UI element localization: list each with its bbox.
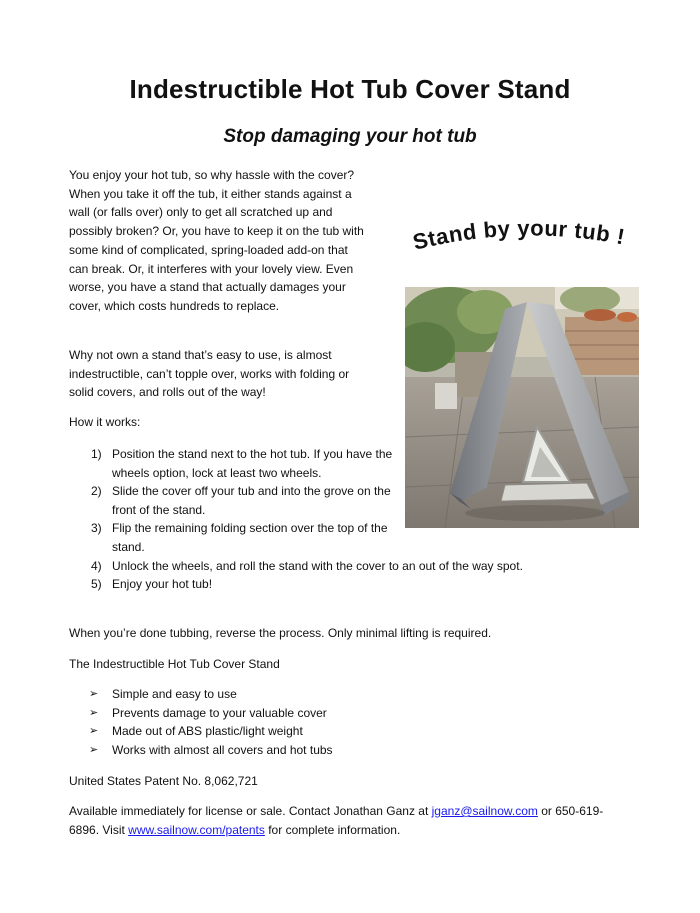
product-heading: The Indestructible Hot Tub Cover Stand — [69, 657, 280, 671]
website-link[interactable]: www.sailnow.com/patents — [128, 822, 265, 837]
list-item — [69, 519, 397, 556]
feature-text: Made out of ABS plastic/light weight — [112, 724, 303, 739]
list-item — [69, 685, 333, 704]
step-number: 2) — [91, 484, 102, 499]
list-item — [69, 741, 333, 760]
step-text: Unlock the wheels, and roll the stand with the cover to an out of the way spot. — [112, 558, 523, 573]
feature-text: Works with almost all covers and hot tubs — [112, 743, 333, 758]
list-item — [69, 575, 523, 594]
step-text: Enjoy your hot tub! — [112, 577, 213, 592]
step-number: 5) — [91, 577, 102, 592]
contact-paragraph — [69, 802, 629, 839]
step-text: Flip the remaining folding section over the top of the stand. — [112, 521, 388, 554]
tagline — [405, 214, 655, 264]
page-subtitle: Stop damaging your hot tub — [223, 126, 477, 147]
step-text: Slide the cover off your tub and into the grove on the front of the stand. — [112, 484, 391, 517]
list-item — [69, 557, 523, 576]
contact-text: Available immediately for license or sale. Contact Jonathan Ganz at — [69, 804, 432, 818]
tagline-text: Stand by your tub ! — [410, 215, 627, 255]
list-item — [69, 722, 333, 741]
step-number: 3) — [91, 521, 102, 536]
patent-line: United States Patent No. 8,062,721 — [69, 774, 258, 788]
contact-text: for complete information. — [264, 822, 401, 837]
arrow-bullet-icon: ➢ — [89, 688, 99, 700]
arrow-bullet-icon: ➢ — [89, 706, 99, 719]
why-paragraph: Why not own a stand that’s easy to use, is almost indestructible, can’t topple over, works with folding or solid covers, and rolls out of the way! — [69, 348, 350, 400]
tagline-graphic — [405, 214, 655, 264]
done-paragraph: When you’re done tubbing, reverse the process. Only minimal lifting is required. — [69, 626, 492, 640]
photo-illustration — [405, 287, 639, 528]
product-photo — [405, 287, 639, 528]
page-title: Indestructible Hot Tub Cover Stand — [129, 74, 571, 104]
feature-text: Prevents damage to your valuable cover — [112, 705, 327, 720]
list-item — [69, 704, 333, 723]
step-number: 1) — [91, 447, 102, 461]
svg-text:Stand by your tub ! — [410, 215, 627, 254]
step-number: 4) — [91, 558, 102, 573]
list-item — [69, 482, 397, 519]
list-item — [69, 445, 397, 482]
intro-paragraph: You enjoy your hot tub, so why hassle with the cover? When you take it off the tub, it either stands against a wall (or falls over) only to get all scratched up and possibly broken? Or, you have to keep it on the tub with some kind of complicated, spring-loaded add-on that can break. Or, it interferes with your lovely view. Even worse, you have a stand that actually damages your cover, which costs hundreds to replace. — [69, 168, 364, 313]
email-link[interactable]: jganz@sailnow.com — [431, 804, 538, 818]
contact-text: or 650-619-6896. Visit — [69, 804, 604, 837]
step-text: Position the stand next to the hot tub. If you have the wheels option, lock at least two wheels. — [112, 447, 393, 480]
arrow-bullet-icon: ➢ — [89, 744, 99, 757]
feature-text: Simple and easy to use — [112, 687, 237, 701]
features-list — [69, 685, 333, 760]
how-heading: How it works: — [69, 415, 141, 429]
arrow-bullet-icon: ➢ — [89, 725, 99, 738]
